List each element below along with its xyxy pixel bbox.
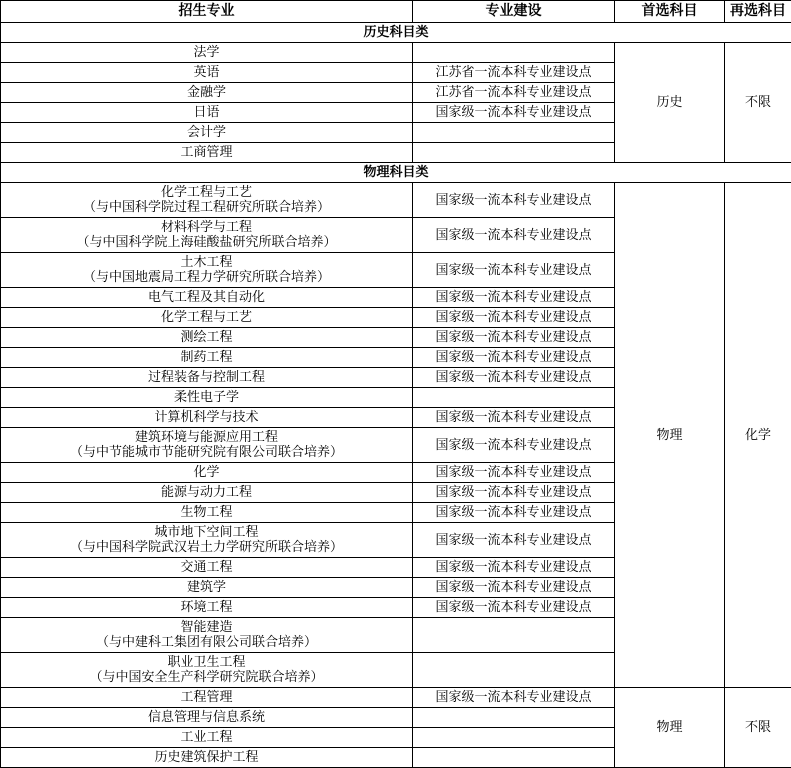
major-name: 英语 bbox=[1, 65, 412, 80]
major-name: 化学工程与工艺 bbox=[1, 310, 412, 325]
major-cell bbox=[1, 728, 413, 748]
major-cell bbox=[1, 688, 413, 708]
construction-cell: 国家级一流本科专业建设点 bbox=[413, 428, 615, 463]
header-second-subject: 再选科目 bbox=[725, 1, 791, 23]
major-name: 信息管理与信息系统 bbox=[1, 710, 412, 725]
major-cell bbox=[1, 83, 413, 103]
major-cell bbox=[1, 368, 413, 388]
major-cell bbox=[1, 103, 413, 123]
construction-cell: 江苏省一流本科专业建设点 bbox=[413, 63, 615, 83]
major-cell bbox=[1, 143, 413, 163]
major-name: 建筑学 bbox=[1, 580, 412, 595]
construction-cell: 国家级一流本科专业建设点 bbox=[413, 328, 615, 348]
major-name: 土木工程 bbox=[1, 255, 412, 270]
major-cell bbox=[1, 408, 413, 428]
header-construction: 专业建设 bbox=[413, 1, 615, 23]
construction-cell bbox=[413, 123, 615, 143]
major-note: （与中国地震局工程力学研究所联合培养） bbox=[1, 270, 412, 285]
major-note: （与中国科学院上海硅酸盐研究所联合培养） bbox=[1, 235, 412, 250]
header-row bbox=[1, 1, 791, 23]
major-cell bbox=[1, 183, 413, 218]
construction-cell: 国家级一流本科专业建设点 bbox=[413, 523, 615, 558]
major-cell bbox=[1, 388, 413, 408]
major-name: 计算机科学与技术 bbox=[1, 410, 412, 425]
major-cell bbox=[1, 218, 413, 253]
second-subject-cell: 化学 bbox=[725, 183, 791, 688]
major-cell bbox=[1, 428, 413, 463]
construction-cell bbox=[413, 653, 615, 688]
construction-cell bbox=[413, 728, 615, 748]
major-name: 电气工程及其自动化 bbox=[1, 290, 412, 305]
major-name: 会计学 bbox=[1, 125, 412, 140]
construction-cell: 国家级一流本科专业建设点 bbox=[413, 368, 615, 388]
major-cell bbox=[1, 653, 413, 688]
construction-cell: 国家级一流本科专业建设点 bbox=[413, 103, 615, 123]
major-name: 建筑环境与能源应用工程 bbox=[1, 430, 412, 445]
major-cell bbox=[1, 503, 413, 523]
major-cell bbox=[1, 288, 413, 308]
construction-cell: 国家级一流本科专业建设点 bbox=[413, 408, 615, 428]
construction-cell: 国家级一流本科专业建设点 bbox=[413, 348, 615, 368]
major-name: 能源与动力工程 bbox=[1, 485, 412, 500]
major-note: （与中国科学院过程工程研究所联合培养） bbox=[1, 200, 412, 215]
major-cell bbox=[1, 523, 413, 558]
table-row bbox=[1, 688, 791, 708]
major-name: 环境工程 bbox=[1, 600, 412, 615]
major-cell bbox=[1, 748, 413, 768]
first-subject-cell: 物理 bbox=[615, 183, 725, 688]
construction-cell: 国家级一流本科专业建设点 bbox=[413, 558, 615, 578]
major-cell bbox=[1, 578, 413, 598]
major-cell bbox=[1, 483, 413, 503]
second-subject-cell: 不限 bbox=[725, 688, 791, 768]
section-title: 历史科目类 bbox=[1, 23, 791, 43]
major-name: 交通工程 bbox=[1, 560, 412, 575]
major-cell bbox=[1, 558, 413, 578]
construction-cell bbox=[413, 748, 615, 768]
major-name: 工程管理 bbox=[1, 690, 412, 705]
major-name: 智能建造 bbox=[1, 620, 412, 635]
major-name: 制药工程 bbox=[1, 350, 412, 365]
construction-cell: 国家级一流本科专业建设点 bbox=[413, 503, 615, 523]
major-cell bbox=[1, 463, 413, 483]
major-cell bbox=[1, 308, 413, 328]
header-major: 招生专业 bbox=[1, 1, 413, 23]
major-note: （与中国安全生产科学研究院联合培养） bbox=[1, 670, 412, 685]
construction-cell bbox=[413, 388, 615, 408]
construction-cell bbox=[413, 43, 615, 63]
construction-cell: 国家级一流本科专业建设点 bbox=[413, 308, 615, 328]
section-row bbox=[1, 163, 791, 183]
major-cell bbox=[1, 598, 413, 618]
major-name: 化学 bbox=[1, 465, 412, 480]
major-note: （与中建科工集团有限公司联合培养） bbox=[1, 635, 412, 650]
major-name: 材料科学与工程 bbox=[1, 220, 412, 235]
major-cell bbox=[1, 708, 413, 728]
first-subject-cell: 历史 bbox=[615, 43, 725, 163]
major-name: 职业卫生工程 bbox=[1, 655, 412, 670]
construction-cell: 国家级一流本科专业建设点 bbox=[413, 218, 615, 253]
construction-cell bbox=[413, 143, 615, 163]
major-cell bbox=[1, 123, 413, 143]
major-name: 工商管理 bbox=[1, 145, 412, 160]
major-name: 城市地下空间工程 bbox=[1, 525, 412, 540]
construction-cell: 国家级一流本科专业建设点 bbox=[413, 183, 615, 218]
second-subject-cell: 不限 bbox=[725, 43, 791, 163]
major-name: 日语 bbox=[1, 105, 412, 120]
major-cell bbox=[1, 348, 413, 368]
major-name: 法学 bbox=[1, 45, 412, 60]
major-name: 工业工程 bbox=[1, 730, 412, 745]
construction-cell: 国家级一流本科专业建设点 bbox=[413, 598, 615, 618]
major-cell bbox=[1, 618, 413, 653]
major-name: 过程装备与控制工程 bbox=[1, 370, 412, 385]
construction-cell: 国家级一流本科专业建设点 bbox=[413, 688, 615, 708]
construction-cell: 国家级一流本科专业建设点 bbox=[413, 483, 615, 503]
construction-cell: 国家级一流本科专业建设点 bbox=[413, 288, 615, 308]
construction-cell bbox=[413, 708, 615, 728]
table-body bbox=[1, 23, 791, 768]
major-cell bbox=[1, 63, 413, 83]
major-name: 生物工程 bbox=[1, 505, 412, 520]
table-row bbox=[1, 183, 791, 218]
major-note: （与中节能城市节能研究院有限公司联合培养） bbox=[1, 445, 412, 460]
section-title: 物理科目类 bbox=[1, 163, 791, 183]
header-first-subject: 首选科目 bbox=[615, 1, 725, 23]
construction-cell bbox=[413, 618, 615, 653]
section-row bbox=[1, 23, 791, 43]
major-note: （与中国科学院武汉岩土力学研究所联合培养） bbox=[1, 540, 412, 555]
construction-cell: 国家级一流本科专业建设点 bbox=[413, 463, 615, 483]
major-name: 化学工程与工艺 bbox=[1, 185, 412, 200]
major-name: 历史建筑保护工程 bbox=[1, 750, 412, 765]
major-cell bbox=[1, 328, 413, 348]
major-name: 金融学 bbox=[1, 85, 412, 100]
major-name: 测绘工程 bbox=[1, 330, 412, 345]
table-row bbox=[1, 43, 791, 63]
major-cell bbox=[1, 253, 413, 288]
major-cell bbox=[1, 43, 413, 63]
construction-cell: 国家级一流本科专业建设点 bbox=[413, 578, 615, 598]
construction-cell: 国家级一流本科专业建设点 bbox=[413, 253, 615, 288]
construction-cell: 江苏省一流本科专业建设点 bbox=[413, 83, 615, 103]
major-name: 柔性电子学 bbox=[1, 390, 412, 405]
first-subject-cell: 物理 bbox=[615, 688, 725, 768]
